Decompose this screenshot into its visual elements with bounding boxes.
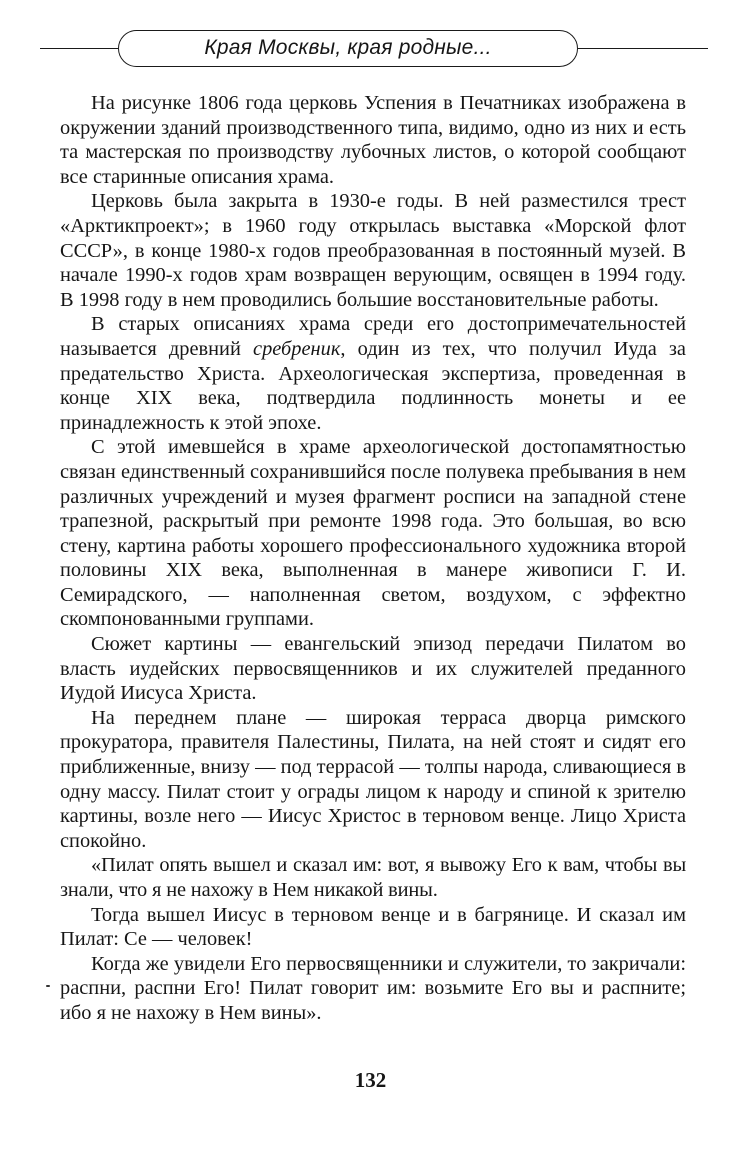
header-title-frame: [118, 30, 578, 67]
header-rule-right: [578, 48, 708, 49]
page-body: [60, 91, 686, 1026]
paragraph-2: Церковь была закрыта в 1930-е годы. В ней разместился трест «Арктикпроект»; в 1960 году открылась выставка «Морской флот СССР», в конце 1980-х годов преобразованная в постоянный музей. В начале 1990-х годов храм возвращен верующим, освящен в 1994 году. В 1998 году в нем проводились большие восстановительные работы.: [60, 190, 686, 311]
paragraph-7: «Пилат опять вышел и сказал им: вот, я вывожу Его к вам, чтобы вы знали, что я не нахожу в Нем никакой вины.: [60, 854, 686, 901]
running-title: Края Москвы, края родные...: [204, 36, 492, 59]
print-speck: [46, 985, 50, 987]
page-number: 132: [354, 1068, 387, 1092]
emphasized-term: сребреник: [253, 337, 341, 360]
paragraph-5: Сюжет картины — евангельский эпизод передачи Пилатом во власть иудейских первосвященников и их служителей преданного Иудой Иисуса Христа.: [60, 633, 686, 705]
paragraph-3-text-before: В старых описаниях храма среди его достопримечательностей называется древний: [60, 313, 686, 360]
paragraph-4: С этой имевшейся в храме археологической достопамятностью связан единственный сохранившийся после полувека пребывания в нем различных учреждений и музея фрагмент росписи на западной стене трапезной, раскрытый при ремонте 1998 года. Это большая, во всю стену, картина работы хорошего профессионального художника второй половины XIX века, выполненная в манере живописи Г. И. Семирадского, — наполненная светом, воздухом, с эффектно скомпонованными группами.: [60, 436, 686, 631]
paragraph-9: Когда же увидели Его первосвященники и служители, то закричали: распни, распни Его! Пилат говорит им: возьмите Его вы и распните; ибо я не нахожу в Нем вины».: [60, 952, 686, 1024]
paragraph-8: Тогда вышел Иисус в терновом венце и в багрянице. И сказал им Пилат: Се — человек!: [60, 903, 686, 951]
header-rule-left: [40, 48, 118, 49]
paragraph-6: На переднем плане — широкая терраса дворца римского прокуратора, правителя Палестины, Пилата, на ней стоят и сидят его приближенные, внизу — под террасой — толпы народа, сливающиеся в одну массу. Пилат стоит у ограды лицом к народу и спиной к зрителю картины, возле него — Иисус Христос в терновом венце. Лицо Христа спокойно.: [60, 706, 686, 852]
paragraph-1: На рисунке 1806 года церковь Успения в Печатниках изображена в окружении зданий производственного типа, видимо, одно из них и есть та мастерская по производству лубочных листов, о которой сообщают все старинные описания храма.: [60, 92, 686, 188]
paragraph-3: [60, 312, 686, 435]
running-header: [0, 0, 741, 90]
paragraph-3-text-after: , один из тех, что получил Иуда за предательство Христа. Археологическая экспертиза, проведенная в конце XIX века, подтвердила подлинность монеты и ее принадлежность к этой эпохе.: [60, 337, 686, 434]
